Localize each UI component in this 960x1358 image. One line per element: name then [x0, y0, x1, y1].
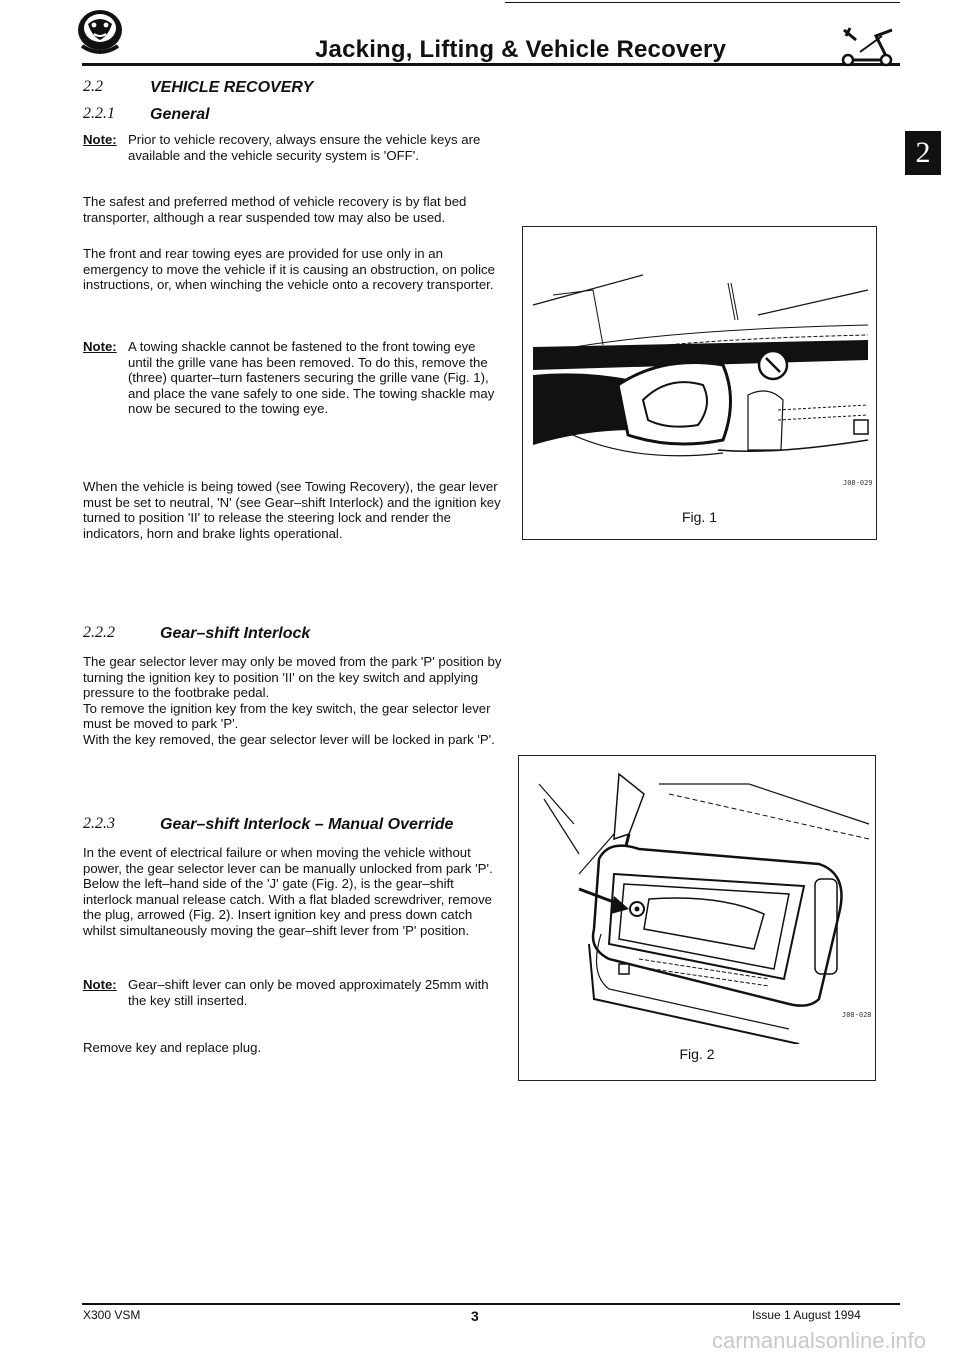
- jacking-icon: [836, 22, 898, 68]
- note-block: [83, 977, 503, 1008]
- section-number: 2.2.2: [83, 624, 115, 641]
- figure-ref-code: J08-029: [843, 479, 873, 487]
- figure-2: [518, 755, 876, 1081]
- section-number: 2.2.1: [83, 105, 115, 122]
- paragraph: With the key removed, the gear selector lever will be locked in park 'P'.: [83, 731, 495, 747]
- paragraph: Remove key and replace plug.: [83, 1040, 262, 1055]
- gear-shift-gate-illustration: [519, 764, 873, 1044]
- footer-issue-date: Issue 1 August 1994: [752, 1308, 861, 1322]
- paragraph: Below the left–hand side of the 'J' gate (Fig. 2), is the gear–shift interlock manual release catch. With a flat bladed screwdriver, remove the plug, arrowed (Fig. 2). Insert ignition key and press down catch whilst simultaneously moving the gear–shift lever from 'P' position.: [83, 876, 492, 938]
- note-text: A towing shackle cannot be fastened to the front towing eye until the grille vane has been removed. To do this, remove the (three) quarter–turn fasteners securing the grille vane (Fig. 1), and place the vane safely to one side. The towing shackle may now be secured to the towing eye.: [128, 339, 495, 417]
- note-label: Note:: [83, 132, 117, 147]
- section-heading: Gear–shift Interlock: [160, 625, 311, 642]
- towing-eye-illustration: [523, 235, 875, 505]
- note-label: Note:: [83, 339, 117, 354]
- footer-manual-code: X300 VSM: [83, 1308, 141, 1322]
- chapter-tab: 2: [905, 131, 941, 175]
- jaguar-head-icon: [72, 6, 128, 58]
- section-heading: General: [150, 106, 210, 123]
- section-number: 2.2.3: [83, 815, 115, 832]
- paragraph-group: [83, 845, 503, 939]
- header-rule-thin: [505, 2, 900, 3]
- note-text: Gear–shift lever can only be moved approximately 25mm with the key still inserted.: [128, 977, 489, 1008]
- footer-rule: [82, 1303, 900, 1305]
- section-heading: Gear–shift Interlock – Manual Override: [160, 816, 454, 833]
- note-block: [83, 132, 503, 163]
- figure-caption: Fig. 1: [681, 509, 717, 525]
- paragraph: When the vehicle is being towed (see Towing Recovery), the gear lever must be set to neutral, 'N' (see Gear–shift Interlock) and the ignition key turned to position 'II' to release the steering lock and render the indicators, horn and brake lights operational.: [83, 479, 501, 541]
- paragraph: To remove the ignition key from the key switch, the gear selector lever must be moved to park 'P'.: [83, 700, 491, 732]
- jaguar-logo: [72, 6, 128, 58]
- paragraph: In the event of electrical failure or when moving the vehicle without power, the gear selector lever can be manually unlocked from park 'P'.: [83, 845, 493, 876]
- figure-ref-code: J08-028: [842, 1011, 872, 1019]
- note-block: [83, 339, 503, 417]
- paragraph: The safest and preferred method of vehicle recovery is by flat bed transporter, although a rear suspended tow may also be used.: [83, 194, 467, 225]
- section-heading: VEHICLE RECOVERY: [150, 79, 314, 96]
- paragraph: The front and rear towing eyes are provided for use only in an emergency to move the vehicle if it is causing an obstruction, on police instructions, or, when winching the vehicle onto a recovery transporter.: [83, 246, 495, 293]
- section-number: 2.2: [83, 78, 103, 95]
- note-label: Note:: [83, 977, 117, 992]
- paragraph-group: [83, 654, 503, 748]
- paragraph: The gear selector lever may only be moved from the park 'P' position by turning the ignition key to position 'II' on the key switch and applying pressure to the footbrake pedal.: [83, 654, 502, 701]
- figure-1: [522, 226, 877, 540]
- page-title: Jacking, Lifting & Vehicle Recovery: [315, 36, 727, 63]
- figure-caption: Fig. 2: [679, 1046, 715, 1062]
- watermark-text: carmanualsonline.info: [712, 1328, 927, 1353]
- note-text: Prior to vehicle recovery, always ensure the vehicle keys are available and the vehicle security system is 'OFF'.: [128, 132, 481, 163]
- page-number: 3: [471, 1308, 479, 1324]
- header-rule: [82, 63, 900, 66]
